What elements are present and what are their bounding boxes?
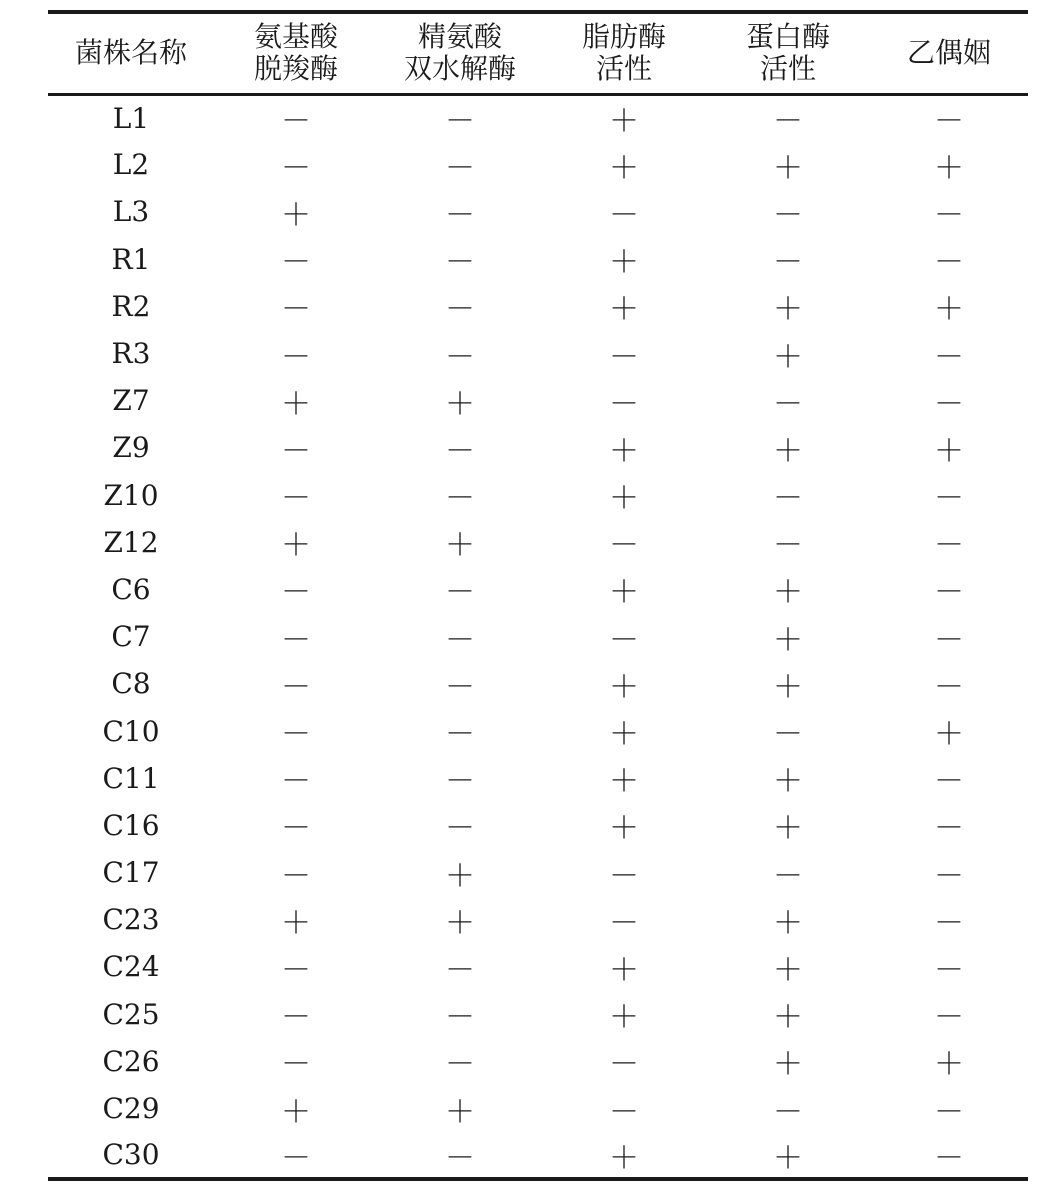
- cell-acetoin: －: [934, 764, 964, 800]
- cell-arginine-dihydrolase: －: [445, 104, 475, 140]
- cell-strain-name: Z10: [103, 478, 159, 512]
- cell-amino-acid-decarboxylase: －: [281, 292, 311, 328]
- cell-strain-name: Z7: [112, 384, 150, 418]
- cell-strain-name: C10: [102, 714, 160, 748]
- header-lipase-activity: [542, 12, 706, 94]
- cell-arginine-dihydrolase: －: [445, 811, 475, 847]
- cell-acetoin: －: [934, 481, 964, 517]
- cell-lipase-activity: －: [609, 528, 639, 564]
- cell-lipase-activity: －: [609, 1047, 639, 1083]
- table-header: [48, 12, 1028, 94]
- header-arginine-dihydrolase-line: 精氨酸: [417, 20, 502, 54]
- table-row: [48, 849, 1028, 896]
- cell-arginine-dihydrolase: －: [445, 245, 475, 281]
- cell-protease-activity: －: [773, 528, 803, 564]
- cell-acetoin: －: [934, 386, 964, 422]
- table-row: [48, 896, 1028, 943]
- cell-strain-name: C29: [102, 1092, 160, 1126]
- cell-arginine-dihydrolase: －: [445, 1000, 475, 1036]
- cell-lipase-activity: ＋: [609, 104, 639, 140]
- cell-acetoin: －: [934, 528, 964, 564]
- cell-protease-activity: －: [773, 386, 803, 422]
- header-amino-acid-decarboxylase-line: 氨基酸: [253, 20, 338, 54]
- cell-lipase-activity: －: [609, 197, 639, 233]
- cell-acetoin: －: [870, 1132, 1028, 1179]
- cell-acetoin: －: [934, 669, 964, 705]
- cell-protease-activity: ＋: [773, 1000, 803, 1036]
- table-row: [48, 519, 1028, 566]
- header-amino-acid-decarboxylase: [214, 12, 378, 94]
- cell-arginine-dihydrolase: －: [378, 1132, 542, 1179]
- table-row: [48, 1085, 1028, 1132]
- table-row: [48, 991, 1028, 1038]
- cell-amino-acid-decarboxylase: －: [281, 150, 311, 186]
- cell-strain-name: C30: [48, 1132, 214, 1179]
- cell-lipase-activity: －: [609, 1094, 639, 1130]
- cell-protease-activity: ＋: [773, 905, 803, 941]
- cell-acetoin: ＋: [934, 717, 964, 753]
- cell-protease-activity: －: [773, 717, 803, 753]
- cell-protease-activity: －: [773, 197, 803, 233]
- cell-lipase-activity: －: [609, 386, 639, 422]
- cell-lipase-activity: －: [609, 858, 639, 894]
- header-row: [48, 12, 1028, 94]
- cell-amino-acid-decarboxylase: －: [281, 669, 311, 705]
- cell-lipase-activity: ＋: [609, 952, 639, 988]
- cell-arginine-dihydrolase: －: [445, 292, 475, 328]
- table-row: [48, 472, 1028, 519]
- table-row: [48, 330, 1028, 377]
- header-acetoin-line: 乙偶姻: [906, 36, 991, 70]
- cell-protease-activity: ＋: [773, 150, 803, 186]
- cell-protease-activity: ＋: [773, 433, 803, 469]
- cell-strain-name: C16: [102, 808, 160, 842]
- header-lipase-activity-line: 活性: [595, 52, 652, 86]
- header-amino-acid-decarboxylase-line: 脱羧酶: [253, 52, 338, 86]
- cell-amino-acid-decarboxylase: －: [281, 764, 311, 800]
- cell-strain-name: R1: [111, 242, 151, 276]
- cell-acetoin: －: [934, 1000, 964, 1036]
- cell-arginine-dihydrolase: ＋: [445, 528, 475, 564]
- table-row: [48, 660, 1028, 707]
- header-protease-activity-line: 蛋白酶: [745, 20, 830, 54]
- cell-arginine-dihydrolase: ＋: [445, 858, 475, 894]
- cell-arginine-dihydrolase: －: [445, 952, 475, 988]
- header-arginine-dihydrolase-line: 双水解酶: [403, 52, 516, 86]
- cell-amino-acid-decarboxylase: －: [281, 952, 311, 988]
- cell-amino-acid-decarboxylase: ＋: [281, 528, 311, 564]
- table-row: [48, 802, 1028, 849]
- cell-lipase-activity: －: [609, 622, 639, 658]
- cell-strain-name: C11: [102, 761, 160, 795]
- cell-amino-acid-decarboxylase: －: [281, 811, 311, 847]
- cell-acetoin: －: [934, 197, 964, 233]
- header-strain-name-line: 菌株名称: [74, 36, 187, 70]
- table-row: [48, 236, 1028, 283]
- table-row: [48, 566, 1028, 613]
- cell-protease-activity: ＋: [773, 764, 803, 800]
- header-protease-activity-line: 活性: [759, 52, 816, 86]
- cell-lipase-activity: ＋: [609, 1000, 639, 1036]
- cell-arginine-dihydrolase: ＋: [445, 1094, 475, 1130]
- cell-strain-name: L3: [112, 195, 150, 229]
- cell-protease-activity: －: [773, 858, 803, 894]
- table-row: [48, 613, 1028, 660]
- cell-lipase-activity: ＋: [609, 717, 639, 753]
- cell-acetoin: ＋: [934, 433, 964, 469]
- strain-enzyme-table: [48, 10, 1028, 1181]
- table-row: [48, 1038, 1028, 1085]
- cell-strain-name: R3: [111, 337, 151, 371]
- cell-amino-acid-decarboxylase: ＋: [281, 1094, 311, 1130]
- cell-arginine-dihydrolase: －: [445, 764, 475, 800]
- table-row: [48, 1132, 1028, 1179]
- cell-amino-acid-decarboxylase: －: [281, 481, 311, 517]
- header-acetoin: [870, 12, 1028, 94]
- cell-protease-activity: ＋: [773, 669, 803, 705]
- cell-arginine-dihydrolase: －: [445, 433, 475, 469]
- table-row: [48, 943, 1028, 990]
- cell-protease-activity: ＋: [773, 339, 803, 375]
- cell-arginine-dihydrolase: －: [445, 575, 475, 611]
- cell-lipase-activity: ＋: [609, 481, 639, 517]
- cell-strain-name: C8: [111, 667, 151, 701]
- table-row: [48, 707, 1028, 754]
- cell-amino-acid-decarboxylase: －: [281, 622, 311, 658]
- header-arginine-dihydrolase: [378, 12, 542, 94]
- cell-amino-acid-decarboxylase: －: [281, 1000, 311, 1036]
- cell-arginine-dihydrolase: －: [445, 669, 475, 705]
- cell-strain-name: C24: [102, 950, 160, 984]
- header-strain-name: [48, 12, 214, 94]
- cell-lipase-activity: ＋: [609, 292, 639, 328]
- cell-protease-activity: ＋: [773, 952, 803, 988]
- table-row: [48, 755, 1028, 802]
- cell-lipase-activity: ＋: [609, 245, 639, 281]
- cell-arginine-dihydrolase: ＋: [445, 905, 475, 941]
- cell-amino-acid-decarboxylase: －: [281, 245, 311, 281]
- cell-acetoin: －: [934, 952, 964, 988]
- table-row: [48, 283, 1028, 330]
- cell-arginine-dihydrolase: ＋: [445, 386, 475, 422]
- table-body: [48, 94, 1028, 1179]
- cell-lipase-activity: ＋: [609, 669, 639, 705]
- cell-acetoin: ＋: [934, 292, 964, 328]
- cell-amino-acid-decarboxylase: －: [281, 339, 311, 375]
- cell-amino-acid-decarboxylase: －: [281, 1047, 311, 1083]
- cell-strain-name: R2: [111, 289, 151, 323]
- cell-amino-acid-decarboxylase: －: [214, 1132, 378, 1179]
- cell-strain-name: Z12: [103, 525, 159, 559]
- cell-strain-name: C25: [102, 997, 160, 1031]
- cell-arginine-dihydrolase: －: [445, 339, 475, 375]
- cell-acetoin: －: [934, 104, 964, 140]
- cell-protease-activity: ＋: [773, 622, 803, 658]
- cell-amino-acid-decarboxylase: －: [281, 433, 311, 469]
- cell-lipase-activity: ＋: [542, 1132, 706, 1179]
- cell-protease-activity: ＋: [773, 292, 803, 328]
- cell-arginine-dihydrolase: －: [445, 150, 475, 186]
- cell-lipase-activity: ＋: [609, 433, 639, 469]
- cell-acetoin: －: [934, 622, 964, 658]
- cell-amino-acid-decarboxylase: ＋: [281, 905, 311, 941]
- cell-protease-activity: －: [773, 245, 803, 281]
- cell-protease-activity: ＋: [706, 1132, 870, 1179]
- cell-lipase-activity: ＋: [609, 811, 639, 847]
- cell-strain-name: C26: [102, 1044, 160, 1078]
- cell-amino-acid-decarboxylase: －: [281, 575, 311, 611]
- table-row: [48, 94, 1028, 141]
- cell-protease-activity: －: [773, 104, 803, 140]
- cell-acetoin: －: [934, 858, 964, 894]
- header-protease-activity: [706, 12, 870, 94]
- cell-lipase-activity: －: [609, 905, 639, 941]
- cell-arginine-dihydrolase: －: [445, 1047, 475, 1083]
- cell-acetoin: ＋: [934, 150, 964, 186]
- cell-strain-name: L2: [112, 148, 150, 182]
- cell-lipase-activity: ＋: [609, 150, 639, 186]
- cell-arginine-dihydrolase: －: [445, 481, 475, 517]
- table-row: [48, 424, 1028, 471]
- cell-protease-activity: ＋: [773, 1047, 803, 1083]
- cell-arginine-dihydrolase: －: [445, 717, 475, 753]
- table-row: [48, 141, 1028, 188]
- cell-amino-acid-decarboxylase: ＋: [281, 197, 311, 233]
- cell-arginine-dihydrolase: －: [445, 197, 475, 233]
- cell-strain-name: Z9: [112, 431, 150, 465]
- cell-protease-activity: －: [773, 1094, 803, 1130]
- cell-acetoin: －: [934, 905, 964, 941]
- cell-acetoin: －: [934, 811, 964, 847]
- cell-amino-acid-decarboxylase: ＋: [281, 386, 311, 422]
- cell-strain-name: C6: [111, 572, 151, 606]
- cell-lipase-activity: －: [609, 339, 639, 375]
- cell-strain-name: C17: [102, 856, 160, 890]
- table-row: [48, 188, 1028, 235]
- cell-amino-acid-decarboxylase: －: [281, 104, 311, 140]
- table-row: [48, 377, 1028, 424]
- cell-lipase-activity: ＋: [609, 575, 639, 611]
- cell-strain-name: L1: [112, 101, 150, 135]
- cell-strain-name: C7: [111, 620, 151, 654]
- cell-amino-acid-decarboxylase: －: [281, 858, 311, 894]
- header-lipase-activity-line: 脂肪酶: [581, 20, 666, 54]
- cell-arginine-dihydrolase: －: [445, 622, 475, 658]
- cell-acetoin: －: [934, 1094, 964, 1130]
- cell-protease-activity: －: [773, 481, 803, 517]
- cell-acetoin: ＋: [934, 1047, 964, 1083]
- cell-lipase-activity: ＋: [609, 764, 639, 800]
- cell-acetoin: －: [934, 575, 964, 611]
- cell-acetoin: －: [934, 245, 964, 281]
- cell-protease-activity: ＋: [773, 811, 803, 847]
- cell-protease-activity: ＋: [773, 575, 803, 611]
- cell-acetoin: －: [934, 339, 964, 375]
- cell-amino-acid-decarboxylase: －: [281, 717, 311, 753]
- cell-strain-name: C23: [102, 903, 160, 937]
